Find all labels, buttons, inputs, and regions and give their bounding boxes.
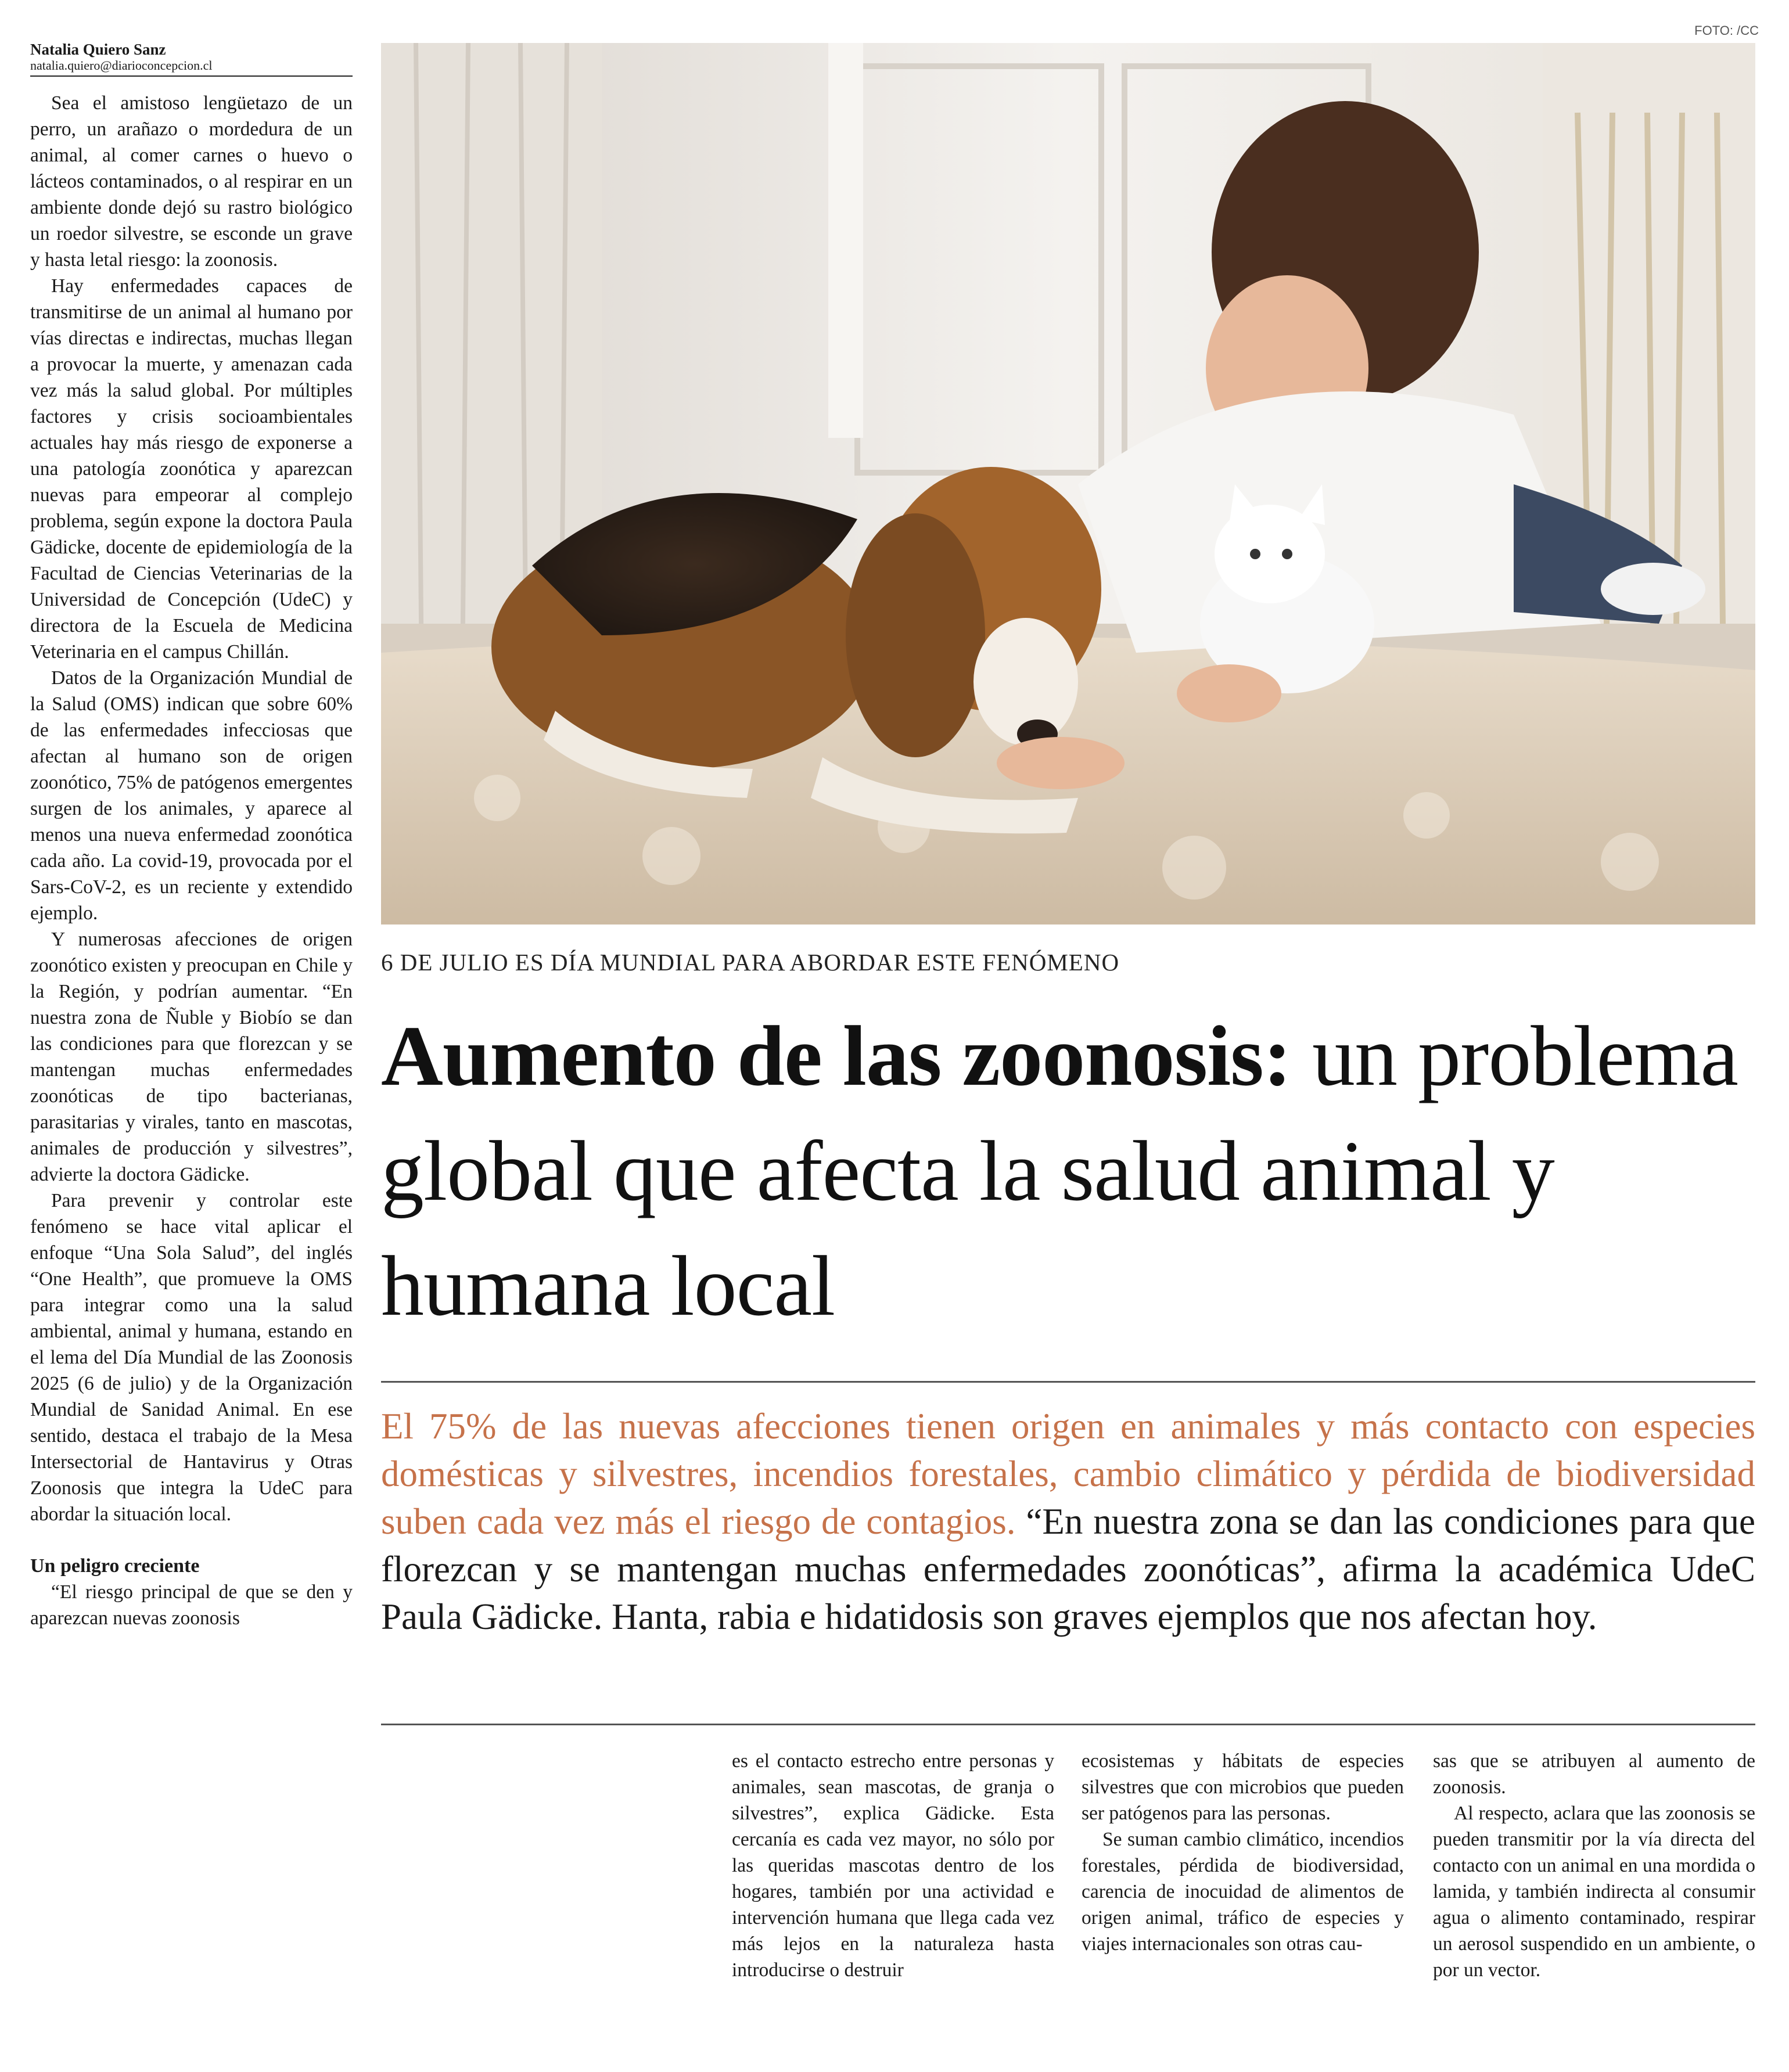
photo-credit: FOTO: /CC [1694, 23, 1759, 38]
deck [381, 1402, 1755, 1641]
divider [381, 1381, 1755, 1383]
divider [30, 75, 353, 77]
headline-bold: Aumento de las zoonosis: [381, 1009, 1292, 1104]
paragraph: Al respecto, aclara que las zoonosis se pueden transmitir por la vía directa del contacto con un animal en una mordida o lamida, y también indirecta al consumir agua o alimento contaminado, respirar un aerosol suspendido en un ambiente, o por un vector. [1433, 1803, 1755, 1981]
deck-quote: “En nuestra zona se dan las condiciones para que florezcan y se mantengan muchas enfermedades zoonóticas”, afirma la académica UdeC Paula Gädicke. Hanta, rabia e hidatidosis son graves ejemplos que nos afectan hoy. [381, 1501, 1755, 1637]
byline-name: Natalia Quiero Sanz [30, 41, 166, 58]
deck-highlight: El 75% de las nuevas afecciones tienen origen en animales y más contacto con especies domésticas y silvestres, incendios forestales, cambio climático y pérdida de biodiversidad suben cada vez más el riesgo de contagios. [381, 1406, 1755, 1542]
article-column-2 [732, 1748, 1054, 1983]
headline-regular: un problema global que afecta la salud animal y humana local [381, 1009, 1738, 1334]
paragraph: Para prevenir y controlar este fenómeno se hace vital aplicar el enfoque “Una Sola Salud”, del inglés “One Health”, que promueve la OMS para integrar como una la salud ambiental, animal y humana, estando en el lema del Día Mundial de las Zoonosis 2025 (6 de julio) y de la Organización Mundial de Sanidad Animal. En ese sentido, destaca el trabajo de la Mesa Intersectorial de Hantavirus y Otras Zoonosis que integra la UdeC para abordar la situación local. [30, 1190, 353, 1525]
byline-email[interactable]: natalia.quiero@diarioconcepcion.cl [30, 58, 213, 73]
headline [381, 999, 1763, 1344]
divider [381, 1724, 1755, 1725]
photo-illustration [381, 43, 1755, 925]
article-column-3 [1082, 1748, 1404, 1957]
kicker: 6 DE JULIO ES DÍA MUNDIAL PARA ABORDAR ESTE FENÓMENO [381, 949, 1120, 976]
paragraph: “El riesgo principal de que se den y aparezcan nuevas zoonosis [30, 1581, 353, 1629]
paragraph: Hay enfermedades capaces de transmitirse de un animal al humano por vías directas e indirectas, muchas llegan a provocar la muerte, y amenazan cada vez más la salud global. Por múltiples factores y crisis socioambientales actuales hay más riesgo de exponerse a una patología zoonótica y aparezcan nuevas para empeorar al complejo problema, según expone la doctora Paula Gädicke, docente de epidemiología de la Facultad de Ciencias Veterinarias de la Universidad de Concepción (UdeC) y directora de la Escuela de Medicina Veterinaria en el campus Chillán. [30, 275, 353, 663]
paragraph: Se suman cambio climático, incendios forestales, pérdida de biodiversidad, carencia de inocuidad de alimentos de origen animal, tráfico de especies y viajes internacionales son otras cau- [1082, 1829, 1404, 1955]
subheading: Un peligro creciente [30, 1555, 200, 1577]
paragraph: Y numerosas afecciones de origen zoonótico existen y preocupan en Chile y la Región, y podrían aumentar. “En nuestra zona de Ñuble y Biobío se dan las condiciones para que florezcan y se mantengan muchas enfermedades zoonóticas de tipo bacterianas, parasitarias y virales, tanto en mascotas, animales de producción y silvestres”, advierte la doctora Gädicke. [30, 929, 353, 1185]
paragraph: es el contacto estrecho entre personas y animales, sean mascotas, de granja o silvestres”, explica Gädicke. Esta cercanía es cada vez mayor, no sólo por las queridas mascotas dentro de los hogares, también por una actividad e intervención humana que llega cada vez más lejos en la naturaleza hasta introducirse o destruir [732, 1750, 1054, 1981]
paragraph: Datos de la Organización Mundial de la Salud (OMS) indican que sobre 60% de las enfermedades infecciosas que afectan al humano son de origen zoonótico, 75% de patógenos emergentes surgen de los animales, y aparece al menos una nueva enfermedad zoonótica cada año. La covid-19, provocada por el Sars-CoV-2, es un reciente y extendido ejemplo. [30, 667, 353, 924]
paragraph: sas que se atribuyen al aumento de zoonosis. [1433, 1750, 1755, 1798]
paragraph: ecosistemas y hábitats de especies silvestres que con microbios que pueden ser patógenos para las personas. [1082, 1750, 1404, 1824]
article-column-1 [30, 90, 353, 1631]
article-column-4 [1433, 1748, 1755, 1983]
article-photo [381, 43, 1755, 925]
paragraph: Sea el amistoso lengüetazo de un perro, un arañazo o mordedura de un animal, al comer carnes o huevo o lácteos contaminados, o al respirar en un ambiente donde dejó su rastro biológico un roedor silvestre, se esconde un grave y hasta letal riesgo: la zoonosis. [30, 92, 353, 271]
